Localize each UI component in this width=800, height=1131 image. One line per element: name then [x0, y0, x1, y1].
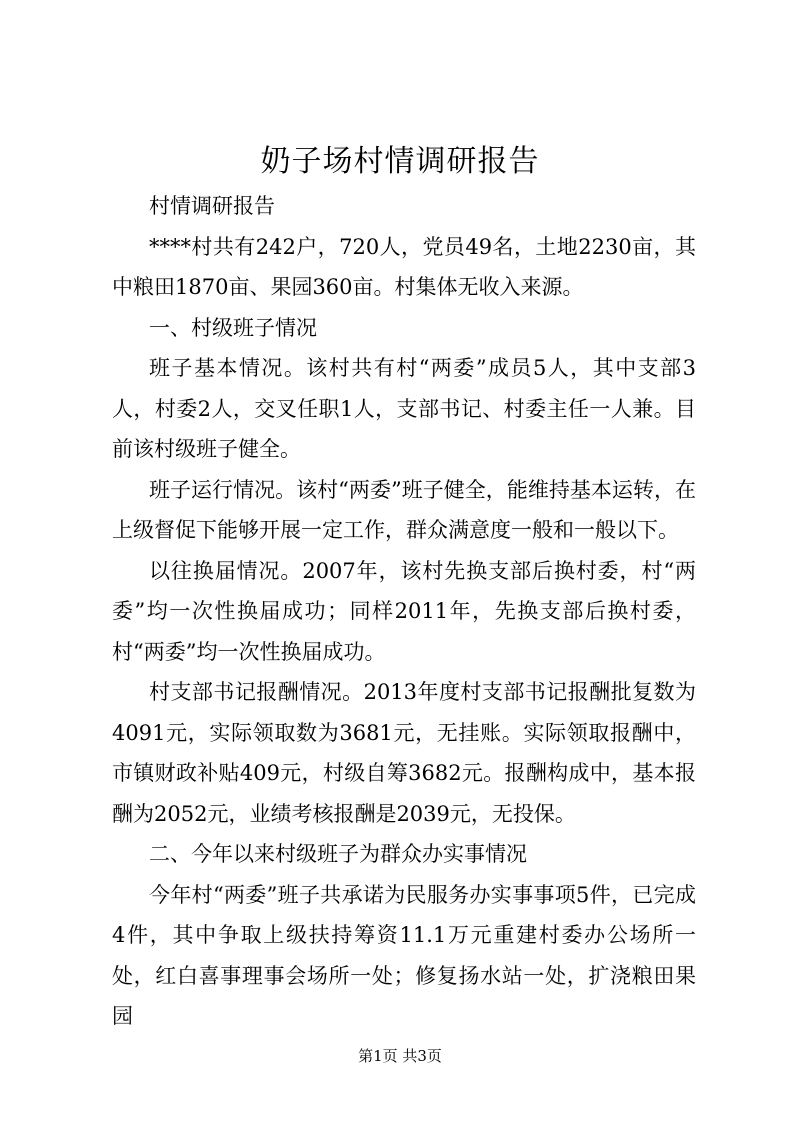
paragraph-subtitle: 村情调研报告: [149, 194, 275, 218]
paragraph-secretary-pay: 村支部书记报酬情况。2013年度村支部书记报酬批复数为4091元，实际领取数为3681元，无挂账。实际领取报酬中，市镇财政补贴409元，村级自筹3682元。报酬构成中，基本报酬为2052元，业绩考核报酬是2039元，无投保。: [112, 680, 696, 826]
page-number-footer: 第1页 共3页: [358, 1047, 442, 1065]
paragraph-team-basic: 班子基本情况。该村共有村“两委”成员5人，其中支部3人，村委2人，交叉任职1人，支部书记、村委主任一人兼。目前该村级班子健全。: [112, 356, 696, 461]
paragraph-village-overview: ****村共有242户，720人，党员49名，土地2230亩，其中粮田1870亩、果园360亩。村集体无收入来源。: [112, 234, 696, 299]
paragraph-practical-matters: 今年村“两委”班子共承诺为民服务办实事事项5件，已完成4件，其中争取上级扶持筹资11.1万元重建村委办公场所一处，红白喜事理事会场所一处；修复扬水站一处，扩浇粮田果园: [112, 882, 696, 1028]
paragraph-team-operation: 班子运行情况。该村“两委”班子健全，能维持基本运转，在上级督促下能够开展一定工作，群众满意度一般和一般以下。: [112, 477, 696, 542]
document-title: 奶子场村情调研报告: [260, 144, 540, 179]
paragraph-past-elections: 以往换届情况。2007年，该村先换支部后换村委，村“两委”均一次性换届成功；同样2011年，先换支部后换村委，村“两委”均一次性换届成功。: [112, 558, 696, 664]
section-heading-1: 一、村级班子情况: [149, 315, 317, 340]
document-body: [112, 186, 696, 1037]
section-heading-2: 二、今年以来村级班子为群众办实事情况: [149, 842, 527, 866]
